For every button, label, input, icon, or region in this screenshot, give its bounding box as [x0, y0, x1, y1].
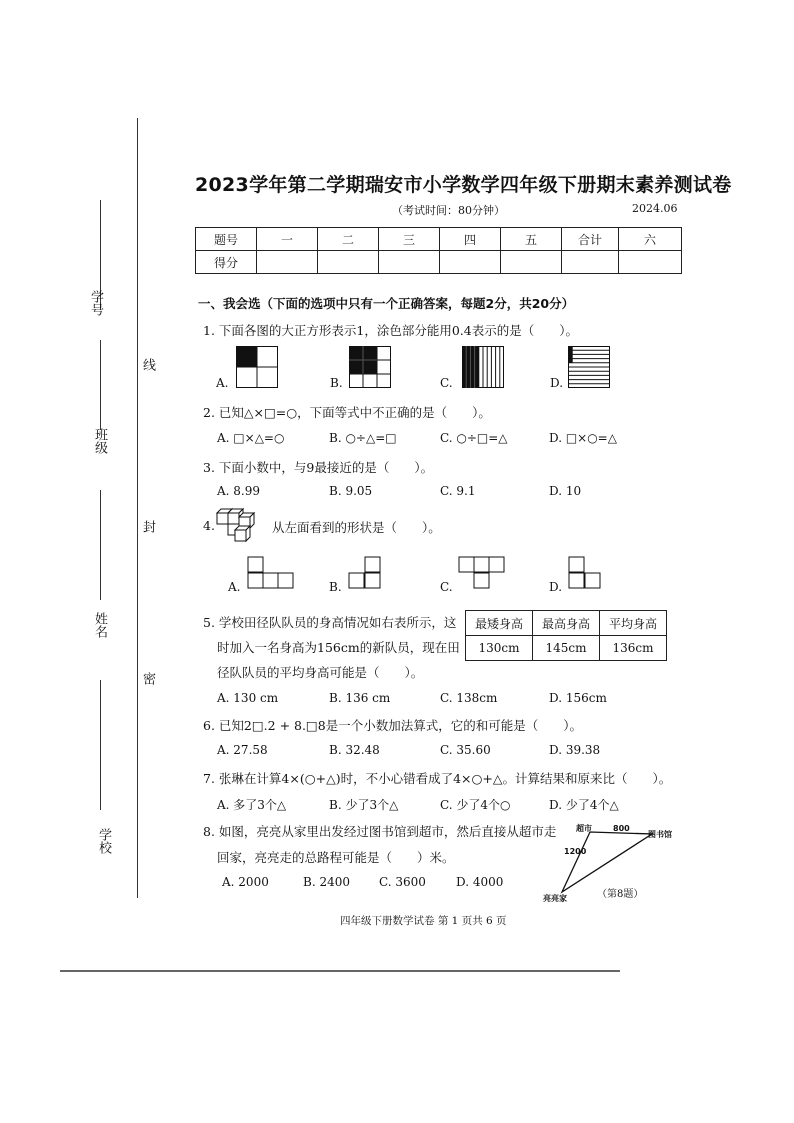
- q8-line2: 回家，亮亮走的总路程可能是（ ）米。: [217, 850, 455, 865]
- q8-distance-left: 1200: [564, 847, 587, 856]
- score-table-cell: 五: [501, 228, 562, 251]
- q7-option-b[interactable]: B. 少了3个△: [329, 798, 399, 812]
- score-row-label: 得分: [196, 251, 257, 274]
- q5-option-d[interactable]: D. 156cm: [549, 691, 607, 705]
- q1-option-c-figure[interactable]: [462, 346, 504, 388]
- q8-caption: （第8题）: [597, 889, 644, 900]
- q1-label-d: D.: [550, 376, 564, 390]
- q4-option-c-figure[interactable]: [458, 556, 506, 590]
- score-table-cell: 合计: [562, 228, 619, 251]
- q5-option-c[interactable]: C. 138cm: [440, 691, 498, 705]
- q1-label-b: B.: [330, 376, 343, 390]
- q3-option-c[interactable]: C. 9.1: [440, 484, 476, 498]
- q6-option-a[interactable]: A. 27.58: [217, 743, 268, 757]
- score-cell-blank[interactable]: [501, 251, 562, 274]
- binding-line: [137, 118, 138, 898]
- q1-stem: 1. 下面各图的大正方形表示1，涂色部分能用0.4表示的是（ ）。: [203, 323, 578, 338]
- score-table-cell: 一: [257, 228, 318, 251]
- q5-table-header: 最高身高: [533, 611, 600, 636]
- binding-secret-text: 密: [140, 672, 155, 685]
- exam-time: （考试时间：80分钟）: [392, 204, 505, 217]
- q6-option-b[interactable]: B. 32.48: [329, 743, 380, 757]
- q6-option-c[interactable]: C. 35.60: [440, 743, 491, 757]
- q8-line1: 8. 如图，亮亮从家里出发经过图书馆到超市，然后直接从超市走: [203, 824, 557, 839]
- page-title: 2023学年第二学期瑞安市小学数学四年级下册期末素养测试卷: [195, 174, 732, 196]
- q5-table-value: 130cm: [466, 636, 533, 661]
- q5-table-value: 145cm: [533, 636, 600, 661]
- student-no-label: 学号: [88, 290, 103, 316]
- binding-line-text: 线: [140, 358, 155, 371]
- q8-option-b[interactable]: B. 2400: [303, 875, 350, 889]
- class-label: 班级: [92, 428, 107, 454]
- score-cell-blank[interactable]: [440, 251, 501, 274]
- q4-label-d: D.: [549, 580, 563, 594]
- q8-option-d[interactable]: D. 4000: [456, 875, 504, 889]
- school-blank: [100, 680, 101, 810]
- q5-option-b[interactable]: B. 136 cm: [329, 691, 391, 705]
- q3-option-d[interactable]: D. 10: [549, 484, 582, 498]
- score-cell-blank[interactable]: [562, 251, 619, 274]
- q4-option-d-figure[interactable]: [568, 556, 602, 590]
- exam-date: 2024.06: [632, 202, 678, 215]
- name-label: 姓名: [92, 612, 107, 638]
- q8-option-c[interactable]: C. 3600: [379, 875, 426, 889]
- q5-option-a[interactable]: A. 130 cm: [217, 691, 279, 705]
- q4-option-b-figure[interactable]: [348, 556, 382, 590]
- q6-stem: 6. 已知2□.2 + 8.□8是一个小数加法算式，它的和可能是（ ）。: [203, 718, 582, 733]
- binding-seal-text: 封: [140, 520, 155, 533]
- q4-number: 4.: [203, 518, 215, 533]
- bottom-rule: [60, 970, 620, 972]
- q7-stem: 7. 张琳在计算4×(○+△)时，不小心错看成了4×○+△。计算结果和原来比（ ）。: [203, 771, 672, 786]
- q2-option-b[interactable]: B. ○÷△=□: [329, 431, 397, 445]
- q8-distance-top: 800: [613, 824, 630, 833]
- score-table: [195, 227, 682, 274]
- q4-cube-stack-figure: [213, 503, 269, 545]
- q3-option-a[interactable]: A. 8.99: [217, 484, 261, 498]
- score-cell-blank[interactable]: [619, 251, 682, 274]
- score-table-score-row: [196, 251, 682, 274]
- q5-table-header: 平均身高: [600, 611, 667, 636]
- class-blank: [100, 340, 101, 430]
- q7-option-d[interactable]: D. 少了4个△: [549, 798, 619, 812]
- q8-library-label: 图书馆: [648, 830, 672, 839]
- q5-line2: 时加入一名身高为156cm的新队员，现在田: [217, 640, 460, 655]
- section1-heading: 一、我会选（下面的选项中只有一个正确答案，每题2分，共20分）: [198, 296, 575, 311]
- q8-supermarket-label: 超市: [576, 824, 592, 833]
- q8-home-label: 亮亮家: [543, 894, 567, 903]
- q4-option-a-figure[interactable]: [247, 556, 295, 590]
- q4-stem: 从左面看到的形状是（ ）。: [272, 520, 441, 535]
- score-table-cell: 四: [440, 228, 501, 251]
- q5-line1: 5. 学校田径队队员的身高情况如右表所示，这: [203, 615, 457, 630]
- q3-stem: 3. 下面小数中，与9最接近的是（ ）。: [203, 460, 434, 475]
- q5-line3: 径队队员的平均身高可能是（ ）。: [217, 665, 424, 680]
- q5-height-table: [465, 610, 667, 661]
- q5-table-value-row: [466, 636, 667, 661]
- q6-option-d[interactable]: D. 39.38: [549, 743, 601, 757]
- q1-option-b-figure[interactable]: [349, 346, 391, 388]
- q1-label-a: A.: [216, 376, 229, 390]
- q2-option-c[interactable]: C. ○÷□=△: [440, 431, 508, 445]
- q4-label-b: B.: [329, 580, 342, 594]
- score-table-cell: 二: [318, 228, 379, 251]
- score-cell-blank[interactable]: [379, 251, 440, 274]
- name-blank: [100, 490, 101, 600]
- score-cell-blank[interactable]: [318, 251, 379, 274]
- q5-table-value: 136cm: [600, 636, 667, 661]
- page-footer: 四年级下册数学试卷 第 1 页共 6 页: [340, 915, 507, 927]
- q2-option-a[interactable]: A. □×△=○: [217, 431, 285, 445]
- score-table-cell: 三: [379, 228, 440, 251]
- q2-option-d[interactable]: D. □×○=△: [549, 431, 617, 445]
- q1-label-c: C.: [440, 376, 453, 390]
- score-table-header-row: [196, 228, 682, 251]
- q2-stem: 2. 已知△×□=○，下面等式中不正确的是（ ）。: [203, 405, 491, 420]
- score-table-cell: 题号: [196, 228, 257, 251]
- school-label: 学校: [96, 828, 111, 854]
- q1-option-a-figure[interactable]: [236, 346, 278, 388]
- q7-option-a[interactable]: A. 多了3个△: [217, 798, 287, 812]
- q4-label-a: A.: [228, 580, 241, 594]
- q4-label-c: C.: [440, 580, 453, 594]
- q5-table-header-row: [466, 611, 667, 636]
- q3-option-b[interactable]: B. 9.05: [329, 484, 373, 498]
- score-table-cell: 六: [619, 228, 682, 251]
- q8-option-a[interactable]: A. 2000: [222, 875, 269, 889]
- q1-option-d-figure[interactable]: [568, 346, 610, 388]
- score-cell-blank[interactable]: [257, 251, 318, 274]
- q7-option-c[interactable]: C. 少了4个○: [440, 798, 511, 812]
- q5-table-header: 最矮身高: [466, 611, 533, 636]
